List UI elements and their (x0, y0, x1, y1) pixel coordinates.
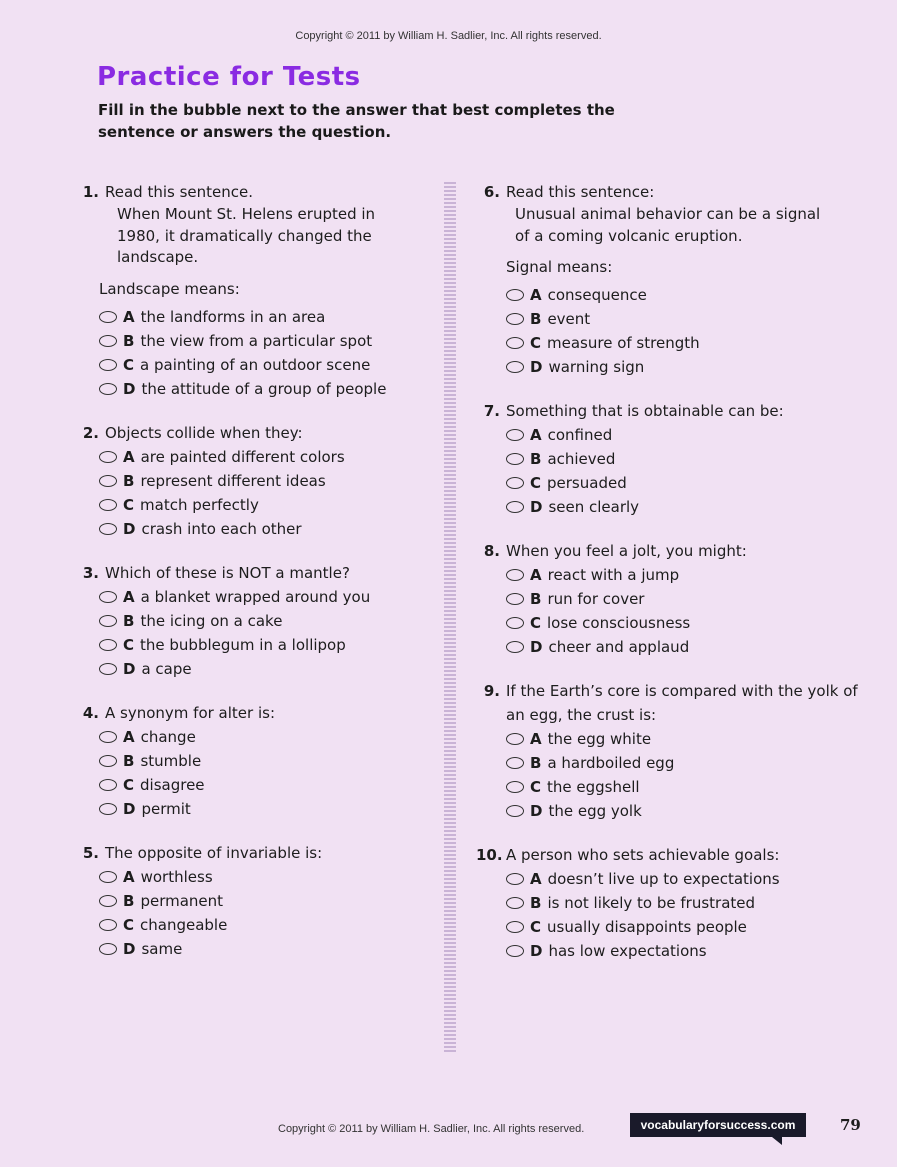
option-text: the eggshell (547, 778, 640, 796)
question-stem (78, 421, 433, 445)
column-left (78, 180, 433, 981)
answer-bubble[interactable] (99, 335, 117, 347)
option-text: stumble (140, 751, 202, 770)
answer-bubble[interactable] (99, 895, 117, 907)
option-letter: A (123, 727, 135, 746)
option-letter: A (530, 286, 542, 304)
option-letter: C (530, 778, 542, 796)
answer-option[interactable] (99, 633, 433, 657)
option-letter: D (530, 942, 543, 960)
answer-option[interactable] (506, 495, 866, 519)
option-text: cheer and applaud (548, 638, 690, 656)
quoted-sentence: Unusual animal behavior can be a signal of a coming volcanic eruption. (515, 205, 821, 245)
answer-option[interactable] (506, 867, 866, 891)
option-text: permit (141, 799, 191, 818)
option-text: consequence (547, 286, 647, 304)
instructions: Fill in the bubble next to the answer that best completes the sentence or answers the question. (98, 101, 615, 141)
option-text: the bubblegum in a lollipop (140, 635, 346, 654)
option-letter: A (530, 426, 542, 444)
answer-option[interactable] (506, 563, 866, 587)
question-4 (78, 701, 433, 821)
option-letter: B (123, 751, 135, 770)
option-text: represent different ideas (140, 471, 326, 490)
option-text: the view from a particular spot (140, 331, 373, 350)
answer-bubble[interactable] (506, 805, 524, 817)
answer-bubble[interactable] (506, 617, 524, 629)
option-text: has low expectations (548, 942, 707, 960)
option-letter: C (530, 614, 542, 632)
option-letter: B (123, 471, 135, 490)
answer-bubble[interactable] (99, 359, 117, 371)
question-number: 10. (476, 846, 503, 864)
option-text: change (140, 727, 196, 746)
answer-option[interactable] (99, 797, 433, 821)
sub-prompt: Signal means: (506, 258, 613, 276)
option-text: permanent (140, 891, 224, 910)
option-letter: A (123, 307, 135, 326)
site-badge: vocabularyforsuccess.com (630, 1113, 806, 1137)
option-text: run for cover (547, 590, 645, 608)
answer-bubble[interactable] (99, 383, 117, 395)
answer-option[interactable] (99, 609, 433, 633)
answer-option[interactable] (506, 423, 866, 447)
question-6 (476, 180, 866, 379)
question-number: 6. (483, 183, 500, 201)
answer-option[interactable] (99, 493, 433, 517)
answer-option[interactable] (99, 889, 433, 913)
question-9 (476, 679, 866, 823)
option-text: persuaded (547, 474, 627, 492)
answer-option[interactable] (99, 913, 433, 937)
answer-option[interactable] (506, 751, 866, 775)
option-letter: C (530, 918, 542, 936)
option-text: same (141, 939, 183, 958)
option-text: the egg white (547, 730, 652, 748)
answer-bubble[interactable] (506, 873, 524, 885)
answer-bubble[interactable] (99, 615, 117, 627)
question-text: The opposite of invariable is: (105, 843, 323, 862)
answer-option[interactable] (506, 307, 866, 331)
option-letter: B (530, 894, 542, 912)
copyright-bottom: Copyright © 2011 by William H. Sadlier, Inc. All rights reserved. (278, 1123, 585, 1135)
question-number: 9. (483, 682, 500, 700)
question-text: If the Earth’s core is compared with the yolk of an egg, the crust is: (506, 682, 858, 724)
question-2 (78, 421, 433, 541)
option-text: a cape (141, 659, 192, 678)
answer-option[interactable] (506, 587, 866, 611)
option-letter: C (530, 334, 542, 352)
answer-bubble[interactable] (99, 663, 117, 675)
question-number: 5. (82, 843, 99, 862)
answer-option[interactable] (99, 749, 433, 773)
option-text: crash into each other (141, 519, 302, 538)
question-number: 8. (483, 542, 500, 560)
answer-bubble[interactable] (99, 803, 117, 815)
question-text: When you feel a jolt, you might: (506, 542, 747, 560)
copyright-top: Copyright © 2011 by William H. Sadlier, Inc. All rights reserved. (295, 30, 602, 42)
option-letter: D (123, 939, 136, 958)
answer-option[interactable] (506, 331, 866, 355)
answer-option[interactable] (506, 611, 866, 635)
answer-option[interactable] (506, 471, 866, 495)
answer-bubble[interactable] (506, 781, 524, 793)
question-7 (476, 399, 866, 519)
answer-option[interactable] (99, 445, 433, 469)
question-stem (476, 539, 866, 563)
answer-bubble[interactable] (506, 897, 524, 909)
option-text: confined (547, 426, 613, 444)
answer-option[interactable] (506, 799, 866, 823)
option-text: the landforms in an area (140, 307, 326, 326)
answer-bubble[interactable] (506, 289, 524, 301)
question-stem (78, 701, 433, 725)
question-number: 2. (82, 423, 99, 442)
option-text: seen clearly (548, 498, 640, 516)
answer-bubble[interactable] (99, 943, 117, 955)
answer-bubble[interactable] (99, 755, 117, 767)
option-letter: D (530, 358, 543, 376)
answer-option[interactable] (99, 353, 433, 377)
question-text: Something that is obtainable can be: (506, 402, 784, 420)
option-letter: C (123, 915, 135, 934)
page-title: Practice for Tests (97, 62, 361, 92)
question-10 (476, 843, 866, 963)
option-letter: D (123, 379, 136, 398)
answer-option[interactable] (506, 939, 866, 963)
option-letter: D (530, 498, 543, 516)
answer-option[interactable] (99, 657, 433, 681)
option-text: changeable (140, 915, 228, 934)
option-letter: C (123, 775, 135, 794)
answer-bubble[interactable] (506, 429, 524, 441)
answer-option[interactable] (99, 377, 433, 401)
question-stem (476, 843, 866, 867)
question-stem (476, 679, 866, 727)
option-letter: D (123, 519, 136, 538)
option-text: worthless (140, 867, 213, 886)
question-stem (476, 180, 866, 204)
column-divider (444, 182, 456, 1054)
answer-option[interactable] (99, 469, 433, 493)
question-stem (78, 561, 433, 585)
option-letter: C (123, 635, 135, 654)
option-letter: D (530, 638, 543, 656)
sub-prompt: Landscape means: (99, 279, 240, 298)
option-text: a blanket wrapped around you (140, 587, 371, 606)
answer-bubble[interactable] (506, 337, 524, 349)
question-text: A synonym for alter is: (105, 703, 276, 722)
option-letter: D (530, 802, 543, 820)
question-stem (78, 180, 433, 204)
answer-option[interactable] (506, 915, 866, 939)
column-right (476, 180, 866, 983)
option-text: react with a jump (547, 566, 680, 584)
answer-bubble[interactable] (506, 569, 524, 581)
answer-bubble[interactable] (99, 499, 117, 511)
page-number: 79 (840, 1116, 861, 1134)
answer-bubble[interactable] (99, 731, 117, 743)
option-text: measure of strength (547, 334, 700, 352)
question-3 (78, 561, 433, 681)
option-letter: B (530, 754, 542, 772)
answer-bubble[interactable] (99, 871, 117, 883)
answer-option[interactable] (506, 727, 866, 751)
answer-option[interactable] (99, 725, 433, 749)
question-1 (78, 180, 433, 401)
answer-bubble[interactable] (99, 639, 117, 651)
question-number: 3. (82, 563, 99, 582)
quoted-sentence: When Mount St. Helens erupted in 1980, it dramatically changed the landscape. (117, 205, 376, 266)
answer-option[interactable] (99, 585, 433, 609)
question-text: Objects collide when they: (105, 423, 303, 442)
option-text: the egg yolk (548, 802, 642, 820)
question-number: 1. (82, 183, 99, 201)
answer-bubble[interactable] (506, 453, 524, 465)
question-stem (476, 399, 866, 423)
question-text: Read this sentence. (105, 183, 254, 201)
option-text: a painting of an outdoor scene (140, 355, 371, 374)
option-letter: B (123, 331, 135, 350)
option-text: the attitude of a group of people (141, 379, 387, 398)
answer-bubble[interactable] (506, 733, 524, 745)
option-letter: A (123, 587, 135, 606)
answer-option[interactable] (506, 775, 866, 799)
answer-bubble[interactable] (99, 311, 117, 323)
option-text: event (547, 310, 591, 328)
answer-option[interactable] (99, 517, 433, 541)
answer-bubble[interactable] (506, 501, 524, 513)
answer-option[interactable] (506, 891, 866, 915)
option-text: the icing on a cake (140, 611, 283, 630)
option-text: warning sign (548, 358, 645, 376)
option-letter: A (530, 730, 542, 748)
option-text: doesn’t live up to expectations (547, 870, 780, 888)
answer-bubble[interactable] (99, 919, 117, 931)
answer-option[interactable] (506, 447, 866, 471)
answer-bubble[interactable] (506, 361, 524, 373)
option-letter: B (530, 590, 542, 608)
option-letter: A (530, 870, 542, 888)
answer-bubble[interactable] (99, 475, 117, 487)
option-text: achieved (547, 450, 616, 468)
question-stem (78, 841, 433, 865)
option-letter: D (123, 659, 136, 678)
answer-option[interactable] (506, 355, 866, 379)
option-text: a hardboiled egg (547, 754, 675, 772)
answer-bubble[interactable] (506, 477, 524, 489)
answer-option[interactable] (99, 937, 433, 961)
option-letter: C (123, 495, 135, 514)
answer-bubble[interactable] (99, 523, 117, 535)
option-text: match perfectly (140, 495, 259, 514)
option-letter: A (123, 447, 135, 466)
option-letter: B (123, 891, 135, 910)
answer-option[interactable] (99, 329, 433, 353)
answer-option[interactable] (506, 283, 866, 307)
option-letter: B (530, 450, 542, 468)
question-number: 4. (82, 703, 99, 722)
option-letter: D (123, 799, 136, 818)
answer-bubble[interactable] (506, 593, 524, 605)
answer-option[interactable] (506, 635, 866, 659)
answer-bubble[interactable] (506, 921, 524, 933)
option-letter: B (123, 611, 135, 630)
option-text: lose consciousness (547, 614, 691, 632)
answer-bubble[interactable] (99, 779, 117, 791)
question-text: Read this sentence: (506, 183, 655, 201)
question-text: Which of these is NOT a mantle? (105, 563, 350, 582)
answer-option[interactable] (99, 865, 433, 889)
answer-bubble[interactable] (506, 757, 524, 769)
answer-option[interactable] (99, 773, 433, 797)
option-letter: C (530, 474, 542, 492)
option-letter: A (530, 566, 542, 584)
option-text: usually disappoints people (547, 918, 747, 936)
option-text: are painted different colors (140, 447, 345, 466)
option-letter: C (123, 355, 135, 374)
answer-bubble[interactable] (99, 451, 117, 463)
answer-bubble[interactable] (99, 591, 117, 603)
question-text: A person who sets achievable goals: (506, 846, 780, 864)
question-8 (476, 539, 866, 659)
option-letter: B (530, 310, 542, 328)
answer-bubble[interactable] (506, 945, 524, 957)
option-text: is not likely to be frustrated (547, 894, 756, 912)
option-text: disagree (140, 775, 205, 794)
answer-bubble[interactable] (506, 313, 524, 325)
answer-option[interactable] (99, 305, 433, 329)
question-number: 7. (483, 402, 500, 420)
answer-bubble[interactable] (506, 641, 524, 653)
option-letter: A (123, 867, 135, 886)
question-5 (78, 841, 433, 961)
